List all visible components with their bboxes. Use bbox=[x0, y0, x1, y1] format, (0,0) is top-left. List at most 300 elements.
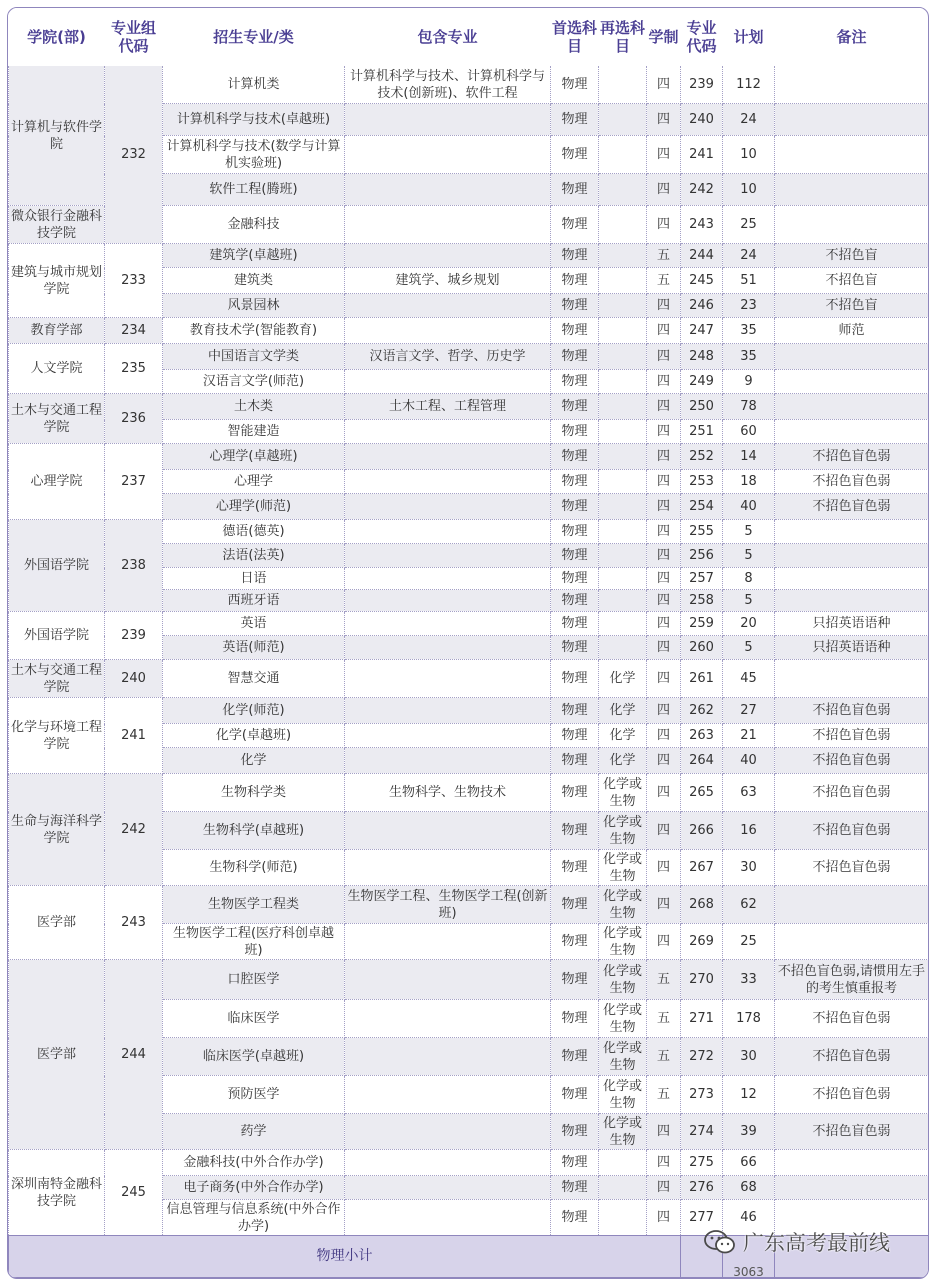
major-name: 计算机类 bbox=[163, 66, 345, 104]
major-code: 261 bbox=[681, 660, 723, 698]
first-subject: 物理 bbox=[551, 66, 599, 104]
college-name: 建筑与城市规划学院 bbox=[9, 244, 105, 318]
plan-count: 21 bbox=[723, 724, 775, 748]
study-years: 四 bbox=[647, 520, 681, 544]
second-subject: 化学 bbox=[599, 724, 647, 748]
second-subject bbox=[599, 470, 647, 494]
remark bbox=[775, 568, 929, 590]
plan-count: 10 bbox=[723, 174, 775, 206]
header-first-subject: 首选科目 bbox=[551, 9, 599, 66]
major-code: 258 bbox=[681, 590, 723, 612]
remark: 不招色盲色弱 bbox=[775, 444, 929, 470]
major-code: 276 bbox=[681, 1176, 723, 1200]
plan-count: 68 bbox=[723, 1176, 775, 1200]
group-code: 233 bbox=[105, 244, 163, 318]
study-years: 四 bbox=[647, 1114, 681, 1150]
major-name: 口腔医学 bbox=[163, 960, 345, 1000]
second-subject bbox=[599, 394, 647, 420]
second-subject bbox=[599, 1200, 647, 1236]
major-name: 化学(卓越班) bbox=[163, 724, 345, 748]
second-subject bbox=[599, 636, 647, 660]
remark bbox=[775, 394, 929, 420]
study-years: 四 bbox=[647, 104, 681, 136]
plan-count: 66 bbox=[723, 1150, 775, 1176]
study-years: 五 bbox=[647, 960, 681, 1000]
major-code: 267 bbox=[681, 850, 723, 886]
included-majors bbox=[345, 960, 551, 1000]
major-name: 建筑类 bbox=[163, 268, 345, 294]
study-years: 四 bbox=[647, 344, 681, 370]
included-majors bbox=[345, 444, 551, 470]
study-years: 五 bbox=[647, 244, 681, 268]
major-name: 预防医学 bbox=[163, 1076, 345, 1114]
second-subject bbox=[599, 174, 647, 206]
included-majors bbox=[345, 104, 551, 136]
header-includes: 包含专业 bbox=[345, 9, 551, 66]
remark: 只招英语语种 bbox=[775, 612, 929, 636]
major-code: 241 bbox=[681, 136, 723, 174]
second-subject: 化学或生物 bbox=[599, 774, 647, 812]
first-subject: 物理 bbox=[551, 174, 599, 206]
first-subject: 物理 bbox=[551, 444, 599, 470]
plan-count: 20 bbox=[723, 612, 775, 636]
first-subject: 物理 bbox=[551, 1150, 599, 1176]
major-code: 248 bbox=[681, 344, 723, 370]
first-subject: 物理 bbox=[551, 394, 599, 420]
study-years: 四 bbox=[647, 698, 681, 724]
study-years: 四 bbox=[647, 544, 681, 568]
remark: 不招色盲色弱 bbox=[775, 850, 929, 886]
remark: 不招色盲色弱 bbox=[775, 812, 929, 850]
college-name: 深圳南特金融科技学院 bbox=[9, 1150, 105, 1236]
study-years: 四 bbox=[647, 494, 681, 520]
major-code: 271 bbox=[681, 1000, 723, 1038]
major-name: 化学(师范) bbox=[163, 698, 345, 724]
group-code: 241 bbox=[105, 698, 163, 774]
major-code: 240 bbox=[681, 104, 723, 136]
remark: 不招色盲色弱 bbox=[775, 470, 929, 494]
study-years: 四 bbox=[647, 1200, 681, 1236]
study-years: 四 bbox=[647, 660, 681, 698]
first-subject: 物理 bbox=[551, 206, 599, 244]
second-subject bbox=[599, 370, 647, 394]
major-name: 智能建造 bbox=[163, 420, 345, 444]
plan-count: 5 bbox=[723, 636, 775, 660]
remark: 不招色盲色弱,请惯用左手的考生慎重报考 bbox=[775, 960, 929, 1000]
study-years: 四 bbox=[647, 206, 681, 244]
plan-count: 112 bbox=[723, 66, 775, 104]
included-majors: 土木工程、工程管理 bbox=[345, 394, 551, 420]
first-subject: 物理 bbox=[551, 370, 599, 394]
second-subject: 化学 bbox=[599, 698, 647, 724]
major-code: 270 bbox=[681, 960, 723, 1000]
major-name: 汉语言文学(师范) bbox=[163, 370, 345, 394]
table-row bbox=[9, 698, 929, 724]
major-code: 249 bbox=[681, 370, 723, 394]
group-code: 236 bbox=[105, 394, 163, 444]
major-name: 计算机科学与技术(数学与计算机实验班) bbox=[163, 136, 345, 174]
remark bbox=[775, 660, 929, 698]
first-subject: 物理 bbox=[551, 960, 599, 1000]
first-subject: 物理 bbox=[551, 612, 599, 636]
major-name: 中国语言文学类 bbox=[163, 344, 345, 370]
table-row bbox=[9, 520, 929, 544]
major-name: 信息管理与信息系统(中外合作办学) bbox=[163, 1200, 345, 1236]
major-name: 心理学 bbox=[163, 470, 345, 494]
college-name: 计算机与软件学院 bbox=[9, 66, 105, 206]
remark bbox=[775, 1176, 929, 1200]
included-majors bbox=[345, 294, 551, 318]
major-code: 245 bbox=[681, 268, 723, 294]
major-code: 273 bbox=[681, 1076, 723, 1114]
plan-count: 62 bbox=[723, 886, 775, 924]
major-code: 252 bbox=[681, 444, 723, 470]
college-name: 外国语学院 bbox=[9, 520, 105, 612]
major-name: 生物医学工程(医疗科创卓越班) bbox=[163, 924, 345, 960]
second-subject bbox=[599, 294, 647, 318]
plan-count: 12 bbox=[723, 1076, 775, 1114]
header-major: 招生专业/类 bbox=[163, 9, 345, 66]
major-name: 智慧交通 bbox=[163, 660, 345, 698]
table-row bbox=[9, 344, 929, 370]
header-major-code: 专业代码 bbox=[681, 9, 723, 66]
study-years: 四 bbox=[647, 136, 681, 174]
second-subject: 化学或生物 bbox=[599, 1114, 647, 1150]
first-subject: 物理 bbox=[551, 420, 599, 444]
major-code: 259 bbox=[681, 612, 723, 636]
major-name: 临床医学(卓越班) bbox=[163, 1038, 345, 1076]
table-row bbox=[9, 886, 929, 924]
remark bbox=[775, 1150, 929, 1176]
plan-count: 46 bbox=[723, 1200, 775, 1236]
included-majors bbox=[345, 698, 551, 724]
college-name: 生命与海洋科学学院 bbox=[9, 774, 105, 886]
plan-count: 5 bbox=[723, 520, 775, 544]
major-code: 239 bbox=[681, 66, 723, 104]
study-years: 四 bbox=[647, 774, 681, 812]
group-code: 244 bbox=[105, 960, 163, 1150]
second-subject: 化学 bbox=[599, 660, 647, 698]
major-name: 软件工程(腾班) bbox=[163, 174, 345, 206]
remark bbox=[775, 590, 929, 612]
second-subject bbox=[599, 1150, 647, 1176]
included-majors bbox=[345, 660, 551, 698]
first-subject: 物理 bbox=[551, 590, 599, 612]
table-row bbox=[9, 612, 929, 636]
major-name: 心理学(师范) bbox=[163, 494, 345, 520]
remark bbox=[775, 886, 929, 924]
included-majors bbox=[345, 420, 551, 444]
included-majors bbox=[345, 470, 551, 494]
remark bbox=[775, 136, 929, 174]
study-years: 四 bbox=[647, 1150, 681, 1176]
major-name: 法语(法英) bbox=[163, 544, 345, 568]
study-years: 四 bbox=[647, 850, 681, 886]
first-subject: 物理 bbox=[551, 104, 599, 136]
remark: 不招色盲 bbox=[775, 244, 929, 268]
remark bbox=[775, 1200, 929, 1236]
major-name: 化学 bbox=[163, 748, 345, 774]
included-majors bbox=[345, 924, 551, 960]
table-row bbox=[9, 1150, 929, 1176]
group-code: 237 bbox=[105, 444, 163, 520]
included-majors bbox=[345, 544, 551, 568]
college-name: 教育学部 bbox=[9, 318, 105, 344]
first-subject: 物理 bbox=[551, 1038, 599, 1076]
first-subject: 物理 bbox=[551, 812, 599, 850]
watermark-text: 广东高考最前线 bbox=[743, 1231, 890, 1255]
table-header-row bbox=[9, 9, 929, 66]
included-majors: 生物科学、生物技术 bbox=[345, 774, 551, 812]
included-majors bbox=[345, 1200, 551, 1236]
plan-count: 178 bbox=[723, 1000, 775, 1038]
table-row bbox=[9, 318, 929, 344]
first-subject: 物理 bbox=[551, 748, 599, 774]
major-name: 英语 bbox=[163, 612, 345, 636]
included-majors bbox=[345, 568, 551, 590]
included-majors bbox=[345, 174, 551, 206]
first-subject: 物理 bbox=[551, 520, 599, 544]
included-majors bbox=[345, 724, 551, 748]
college-name: 医学部 bbox=[9, 886, 105, 960]
remark: 不招色盲色弱 bbox=[775, 494, 929, 520]
second-subject bbox=[599, 244, 647, 268]
second-subject: 化学或生物 bbox=[599, 960, 647, 1000]
included-majors bbox=[345, 318, 551, 344]
first-subject: 物理 bbox=[551, 724, 599, 748]
study-years: 四 bbox=[647, 420, 681, 444]
study-years: 四 bbox=[647, 294, 681, 318]
second-subject bbox=[599, 568, 647, 590]
study-years: 五 bbox=[647, 1038, 681, 1076]
included-majors bbox=[345, 1038, 551, 1076]
study-years: 四 bbox=[647, 174, 681, 206]
remark: 师范 bbox=[775, 318, 929, 344]
remark bbox=[775, 104, 929, 136]
first-subject: 物理 bbox=[551, 698, 599, 724]
remark: 不招色盲色弱 bbox=[775, 1038, 929, 1076]
remark: 不招色盲色弱 bbox=[775, 698, 929, 724]
study-years: 四 bbox=[647, 318, 681, 344]
study-years: 四 bbox=[647, 748, 681, 774]
included-majors bbox=[345, 494, 551, 520]
included-majors: 汉语言文学、哲学、历史学 bbox=[345, 344, 551, 370]
header-plan: 计划 bbox=[723, 9, 775, 66]
included-majors: 计算机科学与技术、计算机科学与技术(创新班)、软件工程 bbox=[345, 66, 551, 104]
major-name: 生物科学(卓越班) bbox=[163, 812, 345, 850]
included-majors bbox=[345, 244, 551, 268]
table-row bbox=[9, 444, 929, 470]
major-name: 土木类 bbox=[163, 394, 345, 420]
first-subject: 物理 bbox=[551, 318, 599, 344]
admission-plan-table bbox=[8, 8, 929, 1278]
major-name: 心理学(卓越班) bbox=[163, 444, 345, 470]
second-subject: 化学或生物 bbox=[599, 886, 647, 924]
study-years: 五 bbox=[647, 1076, 681, 1114]
study-years: 五 bbox=[647, 1000, 681, 1038]
major-name: 临床医学 bbox=[163, 1000, 345, 1038]
remark: 不招色盲色弱 bbox=[775, 1114, 929, 1150]
college-name: 人文学院 bbox=[9, 344, 105, 394]
major-code: 275 bbox=[681, 1150, 723, 1176]
plan-count: 40 bbox=[723, 494, 775, 520]
second-subject bbox=[599, 420, 647, 444]
major-name: 风景园林 bbox=[163, 294, 345, 318]
college-name: 土木与交通工程学院 bbox=[9, 394, 105, 444]
major-name: 英语(师范) bbox=[163, 636, 345, 660]
included-majors bbox=[345, 636, 551, 660]
second-subject bbox=[599, 66, 647, 104]
plan-count: 33 bbox=[723, 960, 775, 1000]
second-subject bbox=[599, 612, 647, 636]
plan-count: 27 bbox=[723, 698, 775, 724]
included-majors bbox=[345, 612, 551, 636]
second-subject bbox=[599, 590, 647, 612]
major-code: 262 bbox=[681, 698, 723, 724]
header-college: 学院(部) bbox=[9, 9, 105, 66]
study-years: 四 bbox=[647, 568, 681, 590]
first-subject: 物理 bbox=[551, 1000, 599, 1038]
major-code: 253 bbox=[681, 470, 723, 494]
remark bbox=[775, 520, 929, 544]
included-majors bbox=[345, 520, 551, 544]
study-years: 四 bbox=[647, 612, 681, 636]
header-second-subject: 再选科目 bbox=[599, 9, 647, 66]
subtotal-label: 物理小计 bbox=[9, 1236, 681, 1278]
plan-count: 14 bbox=[723, 444, 775, 470]
major-code: 264 bbox=[681, 748, 723, 774]
subtotal-value: 3063 bbox=[733, 1265, 764, 1278]
major-name: 金融科技 bbox=[163, 206, 345, 244]
plan-count: 5 bbox=[723, 590, 775, 612]
major-code: 272 bbox=[681, 1038, 723, 1076]
major-code: 250 bbox=[681, 394, 723, 420]
major-name: 生物科学类 bbox=[163, 774, 345, 812]
first-subject: 物理 bbox=[551, 244, 599, 268]
included-majors bbox=[345, 206, 551, 244]
group-code: 234 bbox=[105, 318, 163, 344]
plan-count: 35 bbox=[723, 318, 775, 344]
included-majors bbox=[345, 1076, 551, 1114]
study-years: 五 bbox=[647, 268, 681, 294]
first-subject: 物理 bbox=[551, 136, 599, 174]
remark: 不招色盲色弱 bbox=[775, 748, 929, 774]
study-years: 四 bbox=[647, 924, 681, 960]
second-subject bbox=[599, 494, 647, 520]
plan-count: 8 bbox=[723, 568, 775, 590]
header-group-code: 专业组代码 bbox=[105, 9, 163, 66]
first-subject: 物理 bbox=[551, 544, 599, 568]
second-subject bbox=[599, 136, 647, 174]
major-code: 254 bbox=[681, 494, 723, 520]
first-subject: 物理 bbox=[551, 294, 599, 318]
group-code: 242 bbox=[105, 774, 163, 886]
major-name: 金融科技(中外合作办学) bbox=[163, 1150, 345, 1176]
plan-count: 23 bbox=[723, 294, 775, 318]
remark: 不招色盲色弱 bbox=[775, 774, 929, 812]
college-name: 化学与环境工程学院 bbox=[9, 698, 105, 774]
remark: 不招色盲色弱 bbox=[775, 1076, 929, 1114]
study-years: 四 bbox=[647, 590, 681, 612]
plan-count: 30 bbox=[723, 850, 775, 886]
second-subject: 化学 bbox=[599, 748, 647, 774]
first-subject: 物理 bbox=[551, 494, 599, 520]
study-years: 四 bbox=[647, 470, 681, 494]
included-majors bbox=[345, 850, 551, 886]
group-code: 243 bbox=[105, 886, 163, 960]
included-majors bbox=[345, 136, 551, 174]
first-subject: 物理 bbox=[551, 1076, 599, 1114]
major-code: 246 bbox=[681, 294, 723, 318]
group-code: 232 bbox=[105, 66, 163, 244]
first-subject: 物理 bbox=[551, 850, 599, 886]
subtotal-row bbox=[9, 1236, 929, 1278]
plan-count: 16 bbox=[723, 812, 775, 850]
college-name: 微众银行金融科技学院 bbox=[9, 206, 105, 244]
major-code: 255 bbox=[681, 520, 723, 544]
group-code: 245 bbox=[105, 1150, 163, 1236]
major-code: 256 bbox=[681, 544, 723, 568]
table-row bbox=[9, 774, 929, 812]
remark bbox=[775, 420, 929, 444]
study-years: 四 bbox=[647, 886, 681, 924]
remark: 不招色盲色弱 bbox=[775, 1000, 929, 1038]
second-subject: 化学或生物 bbox=[599, 1038, 647, 1076]
remark bbox=[775, 174, 929, 206]
included-majors bbox=[345, 748, 551, 774]
plan-count: 25 bbox=[723, 206, 775, 244]
remark bbox=[775, 66, 929, 104]
plan-count: 30 bbox=[723, 1038, 775, 1076]
table-row bbox=[9, 244, 929, 268]
plan-count: 24 bbox=[723, 244, 775, 268]
major-code: 243 bbox=[681, 206, 723, 244]
table-row bbox=[9, 66, 929, 104]
study-years: 四 bbox=[647, 812, 681, 850]
college-name: 外国语学院 bbox=[9, 612, 105, 660]
major-name: 教育技术学(智能教育) bbox=[163, 318, 345, 344]
table-body bbox=[9, 66, 929, 1236]
included-majors bbox=[345, 812, 551, 850]
study-years: 四 bbox=[647, 66, 681, 104]
second-subject bbox=[599, 344, 647, 370]
major-code: 277 bbox=[681, 1200, 723, 1236]
remark bbox=[775, 924, 929, 960]
study-years: 四 bbox=[647, 370, 681, 394]
college-name: 心理学院 bbox=[9, 444, 105, 520]
plan-count: 39 bbox=[723, 1114, 775, 1150]
major-code: 265 bbox=[681, 774, 723, 812]
major-name: 生物医学工程类 bbox=[163, 886, 345, 924]
major-code: 268 bbox=[681, 886, 723, 924]
study-years: 四 bbox=[647, 1176, 681, 1200]
second-subject bbox=[599, 104, 647, 136]
first-subject: 物理 bbox=[551, 924, 599, 960]
remark: 不招色盲色弱 bbox=[775, 724, 929, 748]
study-years: 四 bbox=[647, 444, 681, 470]
included-majors: 建筑学、城乡规划 bbox=[345, 268, 551, 294]
remark bbox=[775, 370, 929, 394]
first-subject: 物理 bbox=[551, 470, 599, 494]
table-row bbox=[9, 394, 929, 420]
major-name: 计算机科学与技术(卓越班) bbox=[163, 104, 345, 136]
second-subject bbox=[599, 206, 647, 244]
first-subject: 物理 bbox=[551, 774, 599, 812]
major-code: 269 bbox=[681, 924, 723, 960]
header-years: 学制 bbox=[647, 9, 681, 66]
college-name: 土木与交通工程学院 bbox=[9, 660, 105, 698]
included-majors bbox=[345, 1150, 551, 1176]
